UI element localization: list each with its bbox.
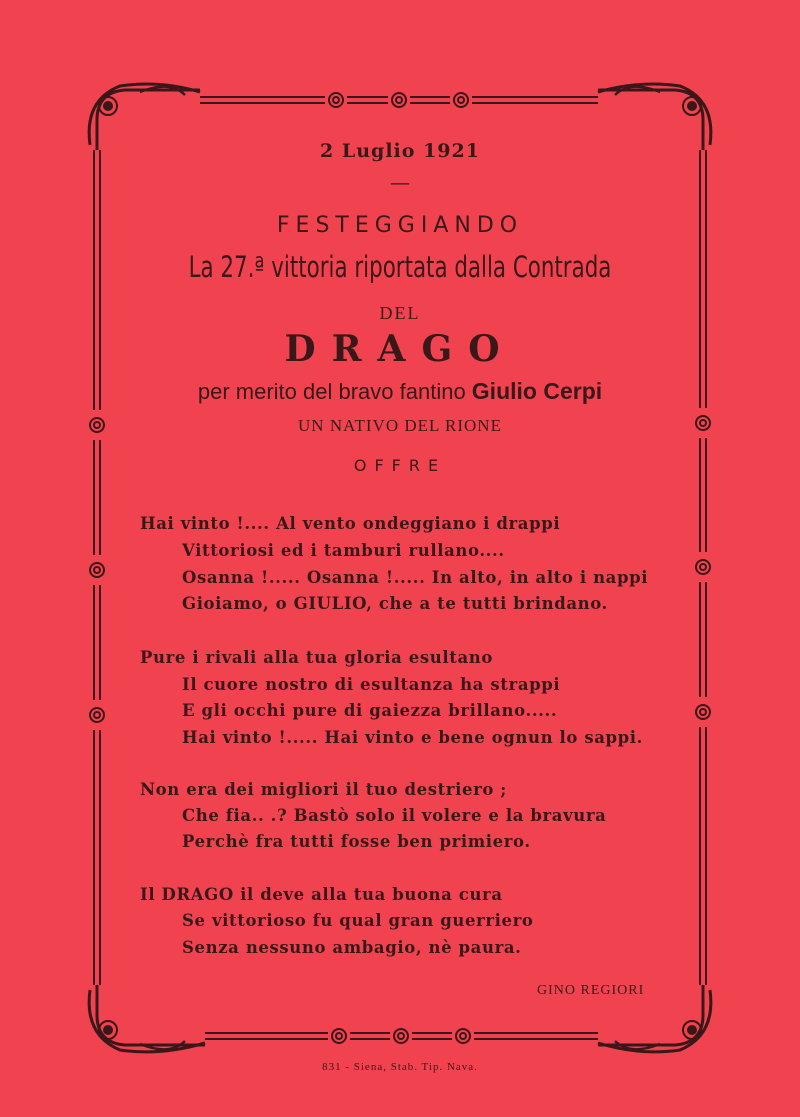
- native-line: UN NATIVO DEL RIONE: [298, 416, 502, 435]
- heading-festeggiando: FESTEGGIANDO: [276, 213, 524, 238]
- poem-line: Vittoriosi ed i tamburi rullano....: [182, 541, 505, 560]
- poem-line: E gli occhi pure di gaiezza brillano.....: [182, 701, 558, 720]
- heading-offre: OFFRE: [353, 456, 447, 475]
- poem-line: Non era dei migliori il tuo destriero ;: [140, 780, 507, 799]
- separator-dash: —: [390, 170, 410, 194]
- poem-line: Se vittorioso fu qual gran guerriero: [182, 911, 534, 930]
- date: 2 Luglio 1921: [320, 140, 480, 162]
- poem-line: Osanna !..... Osanna !..... In alto, in alto i nappi: [182, 568, 649, 587]
- poem-line: Che fia.. .? Bastò solo il volere e la bravura: [182, 806, 607, 825]
- author-signature: GINO REGIORI: [537, 983, 645, 998]
- heading-drago: DRAGO: [284, 328, 516, 370]
- heading-title: La 27.ª vittoria riportata dalla Contrada: [188, 250, 612, 284]
- poem-line: Il DRAGO il deve alla tua buona cura: [140, 885, 503, 904]
- poem-line: Gioiamo, o GIULIO, che a te tutti brindano.: [182, 594, 608, 613]
- poem-line: Pure i rivali alla tua gloria esultano: [140, 648, 493, 667]
- poem-line: Il cuore nostro di esultanza ha strappi: [182, 675, 561, 694]
- printer-imprint: 831 - Siena, Stab. Tip. Nava.: [322, 1061, 478, 1073]
- jockey-name: Giulio Cerpi: [471, 378, 603, 404]
- poem-line: Senza nessuno ambagio, nè paura.: [182, 938, 522, 957]
- poem-line: Hai vinto !..... Hai vinto e bene ognun lo sappi.: [182, 728, 644, 747]
- heading-del: DEL: [379, 303, 421, 323]
- jockey-credit-prefix: per merito del bravo fantino: [197, 379, 472, 404]
- poem-line: Hai vinto !.... Al vento ondeggiano i drappi: [140, 514, 561, 533]
- jockey-credit: [0, 378, 800, 405]
- poem-line: Perchè fra tutti fosse ben primiero.: [182, 832, 531, 851]
